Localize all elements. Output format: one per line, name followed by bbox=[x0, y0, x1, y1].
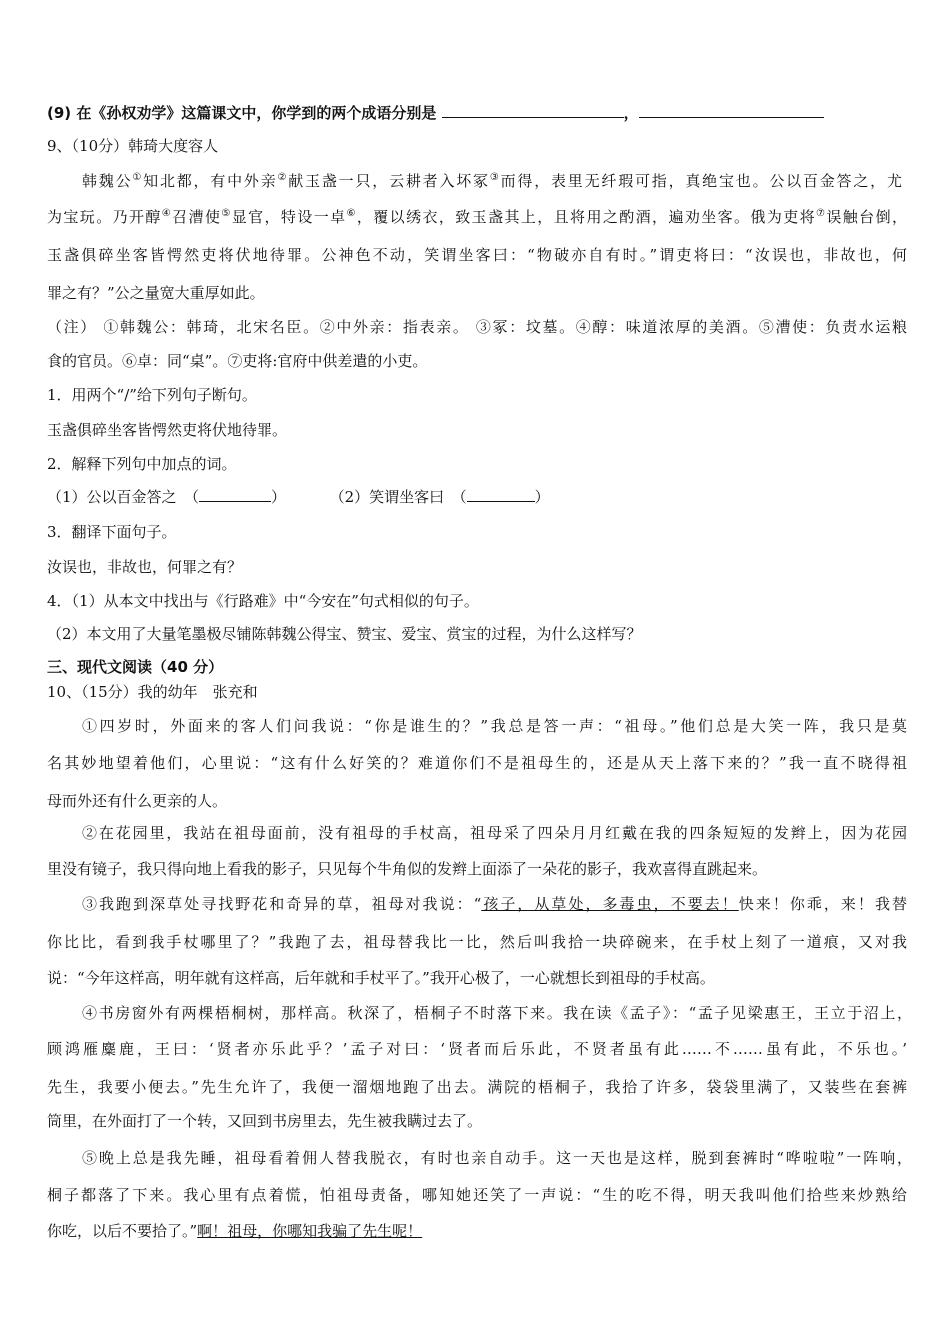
q9-q1-sentence: 玉盏俱碎坐客皆愕然吏将伏地待罪。 bbox=[47, 421, 288, 439]
answer-blank-q2b[interactable] bbox=[467, 487, 535, 502]
q9-passage-line-2: 为宝玩。乃开醇④召漕使⑤显官，特设一卓⑥，覆以绣衣，致玉盏其上，且将用之酌酒，遍劝坐客。俄为吏将⑦误触台倒， bbox=[47, 208, 907, 226]
q9-q3: 3．翻译下面句子。 bbox=[47, 523, 177, 541]
q9-q3-sentence: 汝误也，非故也，何罪之有？ bbox=[47, 558, 243, 576]
q9-notes-line-2: 食的官员。⑥卓：同“桌”。⑦吏将:官府中供差遣的小吏。 bbox=[47, 352, 428, 370]
answer-blank-2[interactable] bbox=[639, 103, 824, 118]
q9-q2-a-close: ） bbox=[271, 488, 287, 506]
q9-passage-line-1: 韩魏公①知北都，有中外亲②献玉盏一只，云耕者入坏冢③而得，表里无纤瑕可指，真绝宝也。公以百金答之，尤 bbox=[82, 172, 902, 190]
q10-title: 10、（15分）我的幼年 张充和 bbox=[47, 683, 258, 701]
q10-p5-line-2: 桐子都落了下来。我心里有点着慌，怕祖母责备，哪知她还笑了一声说：“生的吃不得，明天我叫他们拾些来炒熟给 bbox=[47, 1186, 907, 1204]
q9-q2-items bbox=[47, 487, 910, 507]
q9-sub9-line bbox=[47, 103, 910, 123]
q9-q4-2: （2）本文用了大量笔墨极尽铺陈韩魏公得宝、赞宝、爱宝、赏宝的过程，为什么这样写？ bbox=[47, 625, 642, 643]
q9-q1: 1．用两个“/”给下列句子断句。 bbox=[47, 386, 257, 404]
q9-passage-line-4: 罪之有？”公之量宽大重厚如此。 bbox=[47, 284, 265, 302]
q9-sub9-sep: ， bbox=[623, 104, 639, 122]
q10-p4-line-4: 筒里，在外面打了一个转，又回到书房里去，先生被我瞒过去了。 bbox=[47, 1112, 483, 1130]
q10-p4-line-1: ④书房窗外有两棵梧桐树，那样高。秋深了，梧桐子不时落下来。我在读《孟子》：“孟子见梁惠王，王立于沼上， bbox=[82, 1004, 912, 1022]
q9-q2-a: （1）公以百金答之 （ bbox=[47, 488, 200, 506]
q10-p2-line-1: ②在花园里，我站在祖母面前，没有祖母的手杖高，祖母采了四朵月月红戴在我的四条短短的发辫上，因为花园 bbox=[82, 824, 907, 842]
q10-p4-line-2: 顾鸿雁麋鹿，王曰：‘贤者亦乐此乎？’孟子对曰：‘贤者而后乐此，不贤者虽有此……不……虽有此，不乐也。’ bbox=[47, 1040, 907, 1058]
q9-q4-1: 4．（1）从本文中找出与《行路难》中“今安在”句式相似的句子。 bbox=[47, 592, 479, 610]
q9-q2-b-close: ） bbox=[534, 488, 550, 506]
q10-p5-line-1: ⑤晚上总是我先睡，祖母看着佣人替我脱衣，有时也亲自动手。这一天也是这样，脱到套裤时“哗啦啦”一阵响， bbox=[82, 1149, 912, 1167]
underlined-sentence-2: 啊！祖母，你哪知我骗了先生呢！ bbox=[197, 1222, 423, 1240]
q10-p2-line-2: 里没有镜子，我只得向地上看我的影子，只见每个牛角似的发辫上面添了一朵花的影子，我欢喜得直跳起来。 bbox=[47, 860, 768, 878]
section3-title: 三、现代文阅读（40 分） bbox=[47, 658, 224, 676]
q10-p1-line-2: 名其妙地望着他们，心里说：“这有什么好笑的？难道你们不是祖母生的，还是从天上落下来的？”我一直不晓得祖 bbox=[47, 754, 907, 772]
q10-p3-line-1: ③我跑到深草处寻找野花和奇异的草，祖母对我说：“孩子，从草处，多毒虫，不要去！快来！你乖，来！我替 bbox=[82, 895, 907, 913]
answer-blank-1[interactable] bbox=[442, 103, 624, 118]
q9-q2-b: （2）笑谓坐客曰 （ bbox=[329, 488, 467, 506]
q9-notes-line-1: （注） ①韩魏公：韩琦，北宋名臣。②中外亲：指表亲。 ③冢：坟墓。④醇：味道浓厚的美酒。⑤漕使：负责水运粮 bbox=[47, 318, 907, 336]
q9-passage-line-3: 玉盏俱碎坐客皆愕然吏将伏地待罪。公神色不动，笑谓坐客曰：“物破亦自有时。”谓吏将曰：“汝误也，非故也，何 bbox=[47, 246, 907, 264]
q10-p3-line-2: 你比比，看到我手杖哪里了？”我跑了去，祖母替我比一比，然后叫我拾一块碎碗来，在手杖上刻了一道痕，又对我 bbox=[47, 933, 907, 951]
q10-p1-line-1: ①四岁时，外面来的客人们问我说：“你是谁生的？”我总是答一声：“祖母。”他们总是大笑一阵，我只是莫 bbox=[82, 717, 907, 735]
q9-q2: 2．解释下列句中加点的词。 bbox=[47, 455, 237, 473]
q10-p3-line-3: 说：“今年这样高，明年就有这样高，后年就和手杖平了。”我开心极了，一心就想长到祖母的手杖高。 bbox=[47, 969, 715, 987]
q10-p4-line-3: 先生，我要小便去。”先生允许了，我便一溜烟地跑了出去。满院的梧桐子，我拾了许多，袋袋里满了，又装些在套裤 bbox=[47, 1078, 907, 1096]
answer-blank-q2a[interactable] bbox=[199, 487, 271, 502]
q9-sub9-text: (9) 在《孙权劝学》这篇课文中，你学到的两个成语分别是 bbox=[47, 104, 442, 122]
q9-title: 9、（10分）韩琦大度容人 bbox=[47, 137, 219, 155]
q10-p1-line-3: 母而外还有什么更亲的人。 bbox=[47, 792, 228, 810]
underlined-sentence-1: 孩子，从草处，多毒虫，不要去！ bbox=[481, 895, 739, 913]
q10-p5-line-3: 你吃，以后不要拾了。”啊！祖母，你哪知我骗了先生呢！ bbox=[47, 1222, 423, 1240]
